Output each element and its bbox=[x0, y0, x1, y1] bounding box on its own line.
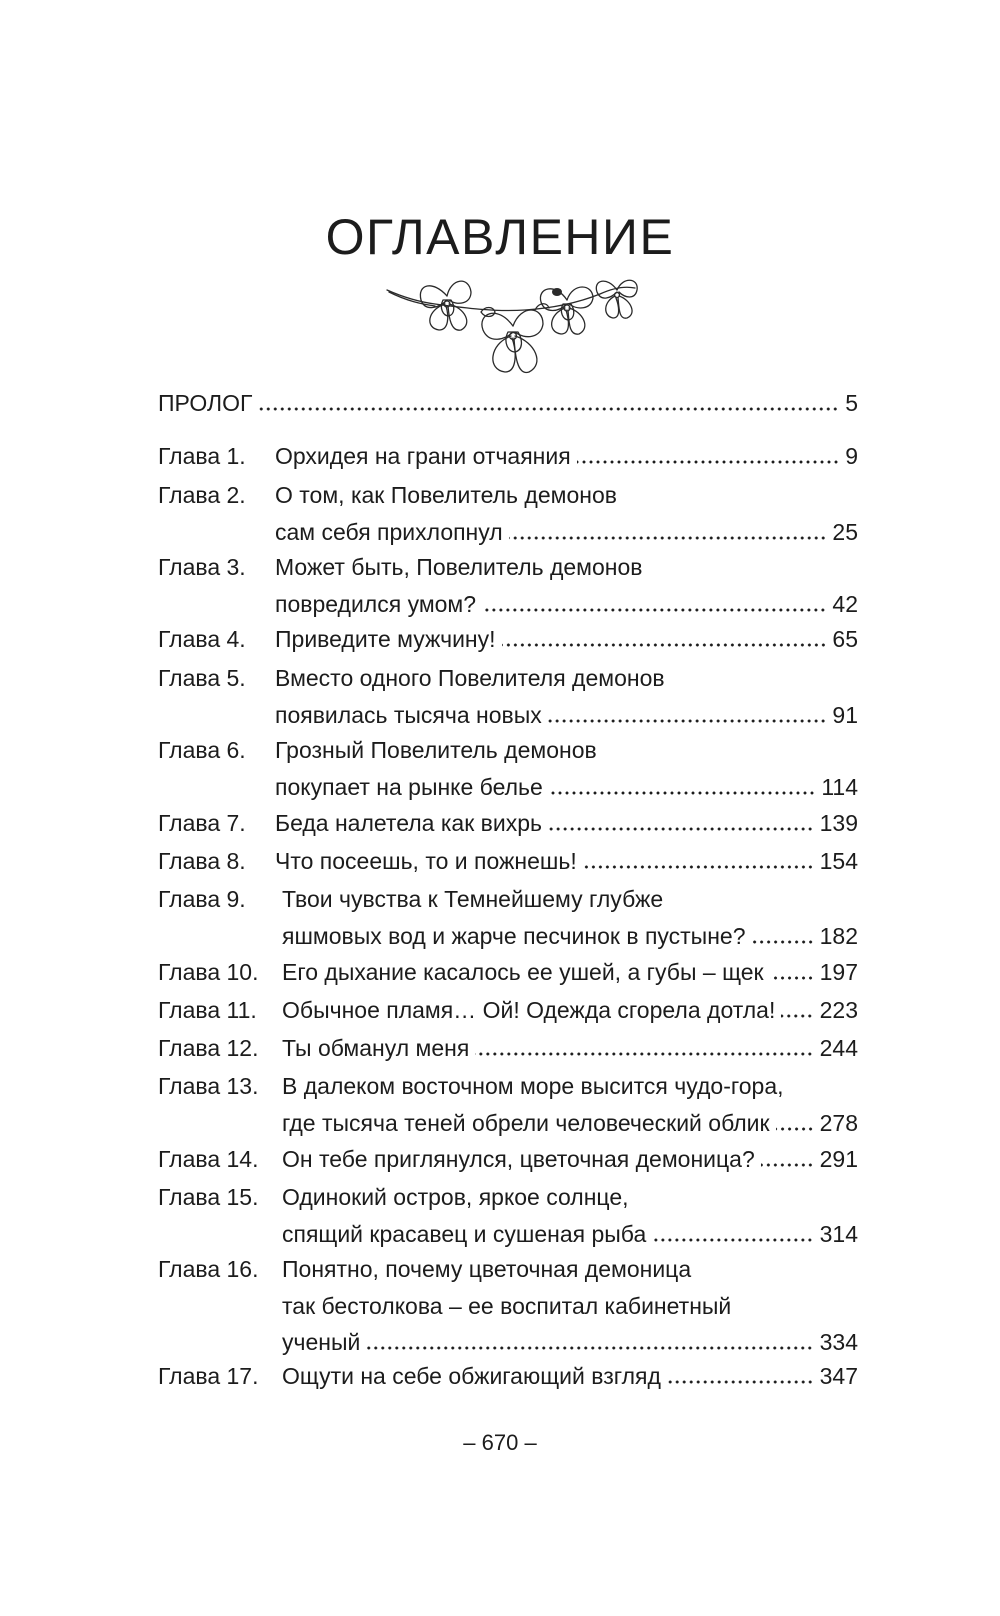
toc-entry-line[interactable] bbox=[158, 1324, 858, 1360]
toc-entry-line[interactable] bbox=[158, 1216, 858, 1252]
chapter-number: Глава 15. bbox=[158, 1184, 259, 1210]
toc-entry-line[interactable] bbox=[158, 732, 858, 768]
chapter-number: Глава 11. bbox=[158, 997, 257, 1023]
chapter-number: Глава 9. bbox=[158, 886, 246, 912]
chapter-title: Что посеешь, то и пожнешь! bbox=[275, 848, 577, 874]
toc-entry-line[interactable] bbox=[158, 1068, 858, 1104]
toc-entry-line[interactable] bbox=[158, 1288, 858, 1324]
chapter-title: сам себя прихлопнул bbox=[275, 518, 503, 545]
toc-entry-line[interactable] bbox=[158, 1251, 858, 1287]
page-number: – 670 – bbox=[463, 1430, 537, 1455]
dot-leader bbox=[652, 1238, 813, 1242]
chapter-page-number: 9 bbox=[845, 443, 858, 469]
toc-entry-line[interactable] bbox=[158, 1179, 858, 1215]
dot-leader bbox=[577, 460, 840, 464]
chapter-page-number: 154 bbox=[819, 848, 858, 874]
dot-leader bbox=[770, 976, 814, 980]
chapter-title: повредился умом? bbox=[275, 590, 477, 617]
toc-entry-line[interactable] bbox=[158, 438, 858, 474]
chapter-title: Обычное пламя… Ой! Одежда сгорела дотла! bbox=[282, 997, 776, 1023]
prologue-page-number: 5 bbox=[845, 390, 858, 416]
chapter-number: Глава 4. bbox=[158, 626, 246, 652]
dot-leader bbox=[509, 536, 827, 540]
chapter-page-number: 244 bbox=[819, 1035, 858, 1061]
chapter-page-number: 25 bbox=[832, 518, 858, 545]
dot-leader bbox=[258, 407, 839, 411]
dot-leader bbox=[667, 1380, 814, 1384]
orchid-branch-illustration bbox=[385, 272, 647, 392]
toc-entry-line[interactable] bbox=[158, 621, 858, 657]
chapter-title: Ощути на себе обжигающий взгляд bbox=[282, 1363, 661, 1389]
chapter-page-number: 42 bbox=[832, 590, 858, 617]
chapter-title: Орхидея на грани отчаяния bbox=[275, 443, 571, 469]
chapter-number: Глава 16. bbox=[158, 1256, 259, 1282]
chapter-page-number: 278 bbox=[819, 1109, 858, 1136]
toc-entry-line[interactable] bbox=[158, 549, 858, 585]
chapter-title: Беда налетела как вихрь bbox=[275, 810, 542, 836]
chapter-page-number: 291 bbox=[819, 1146, 858, 1172]
chapter-title: В далеком восточном море высится чудо-гора, bbox=[282, 1073, 784, 1099]
chapter-number: Глава 12. bbox=[158, 1035, 259, 1061]
toc-entry-line[interactable] bbox=[158, 769, 858, 805]
chapter-title: яшмовых вод и жарче песчинок в пустыне? bbox=[282, 922, 746, 949]
dot-leader bbox=[583, 865, 814, 869]
chapter-page-number: 91 bbox=[832, 701, 858, 728]
toc-entry-line[interactable] bbox=[158, 586, 858, 622]
chapter-title: Одинокий остров, яркое солнце, bbox=[282, 1184, 629, 1210]
toc-entry-line[interactable] bbox=[158, 918, 858, 954]
dot-leader bbox=[475, 1052, 813, 1056]
prologue-label: ПРОЛОГ bbox=[158, 390, 253, 416]
toc-entry-line[interactable] bbox=[158, 1105, 858, 1141]
dot-leader bbox=[548, 719, 827, 723]
dot-leader bbox=[761, 1163, 814, 1167]
chapter-number: Глава 1. bbox=[158, 443, 246, 469]
dot-leader bbox=[549, 791, 816, 795]
chapter-title: Вместо одного Повелителя демонов bbox=[275, 665, 665, 691]
chapter-title: Его дыхание касалось ее ушей, а губы – щек bbox=[282, 959, 764, 985]
chapter-title: Твои чувства к Темнейшему глубже bbox=[282, 886, 664, 912]
chapter-number: Глава 7. bbox=[158, 810, 246, 836]
chapter-page-number: 314 bbox=[819, 1220, 858, 1247]
chapter-number: Глава 10. bbox=[158, 959, 259, 985]
chapter-title: где тысяча теней обрели человеческий облик bbox=[282, 1109, 770, 1136]
chapter-number: Глава 2. bbox=[158, 482, 246, 508]
chapter-number: Глава 13. bbox=[158, 1073, 259, 1099]
chapter-page-number: 334 bbox=[819, 1329, 858, 1355]
chapter-title: так бестолкова – ее воспитал кабинетный bbox=[282, 1292, 732, 1319]
toc-entry-line[interactable] bbox=[158, 1030, 858, 1066]
toc-entry-line[interactable] bbox=[158, 477, 858, 513]
chapter-number: Глава 14. bbox=[158, 1146, 259, 1172]
chapter-title: появилась тысяча новых bbox=[275, 701, 542, 728]
dot-leader bbox=[781, 1014, 813, 1018]
chapter-title: Понятно, почему цветочная демоница bbox=[282, 1256, 692, 1282]
chapter-title: Ты обманул меня bbox=[282, 1035, 470, 1061]
chapter-page-number: 197 bbox=[819, 959, 858, 985]
dot-leader bbox=[776, 1127, 814, 1131]
chapter-page-number: 114 bbox=[821, 773, 858, 800]
dot-leader bbox=[482, 608, 826, 612]
chapter-number: Глава 5. bbox=[158, 665, 246, 691]
dot-leader bbox=[752, 940, 814, 944]
chapter-title: ученый bbox=[282, 1329, 361, 1355]
chapter-title: Приведите мужчину! bbox=[275, 626, 496, 652]
toc-entry-line[interactable] bbox=[158, 992, 858, 1028]
chapter-number: Глава 3. bbox=[158, 554, 246, 580]
dot-leader bbox=[366, 1346, 813, 1350]
toc-entry-line[interactable] bbox=[158, 843, 858, 879]
page-title: ОГЛАВЛЕНИЕ bbox=[325, 209, 675, 265]
dot-leader bbox=[548, 827, 814, 831]
chapter-page-number: 139 bbox=[819, 810, 858, 836]
chapter-number: Глава 17. bbox=[158, 1363, 259, 1389]
toc-entry-line[interactable] bbox=[158, 660, 858, 696]
toc-entry-line[interactable] bbox=[158, 805, 858, 841]
toc-entry-line[interactable] bbox=[158, 881, 858, 917]
chapter-page-number: 223 bbox=[819, 997, 858, 1023]
chapter-title: спящий красавец и сушеная рыба bbox=[282, 1220, 647, 1247]
chapter-title: Может быть, Повелитель демонов bbox=[275, 554, 643, 580]
chapter-title: Он тебе приглянулся, цветочная демоница? bbox=[282, 1146, 755, 1172]
chapter-page-number: 65 bbox=[832, 626, 858, 652]
toc-entry-line[interactable] bbox=[158, 1141, 858, 1177]
chapter-title: Грозный Повелитель демонов bbox=[275, 737, 597, 763]
chapter-page-number: 182 bbox=[819, 922, 858, 949]
toc-entry-line[interactable] bbox=[158, 697, 858, 733]
toc-entry-line[interactable] bbox=[158, 954, 858, 990]
toc-entry-line[interactable] bbox=[158, 1358, 858, 1394]
chapter-title: покупает на рынке белье bbox=[275, 773, 543, 800]
chapter-title: О том, как Повелитель демонов bbox=[275, 482, 617, 508]
chapter-number: Глава 6. bbox=[158, 737, 246, 763]
chapter-page-number: 347 bbox=[819, 1363, 858, 1389]
toc-entry-prologue[interactable] bbox=[158, 385, 858, 421]
toc-entry-line[interactable] bbox=[158, 514, 858, 550]
chapter-number: Глава 8. bbox=[158, 848, 246, 874]
dot-leader bbox=[502, 643, 827, 647]
